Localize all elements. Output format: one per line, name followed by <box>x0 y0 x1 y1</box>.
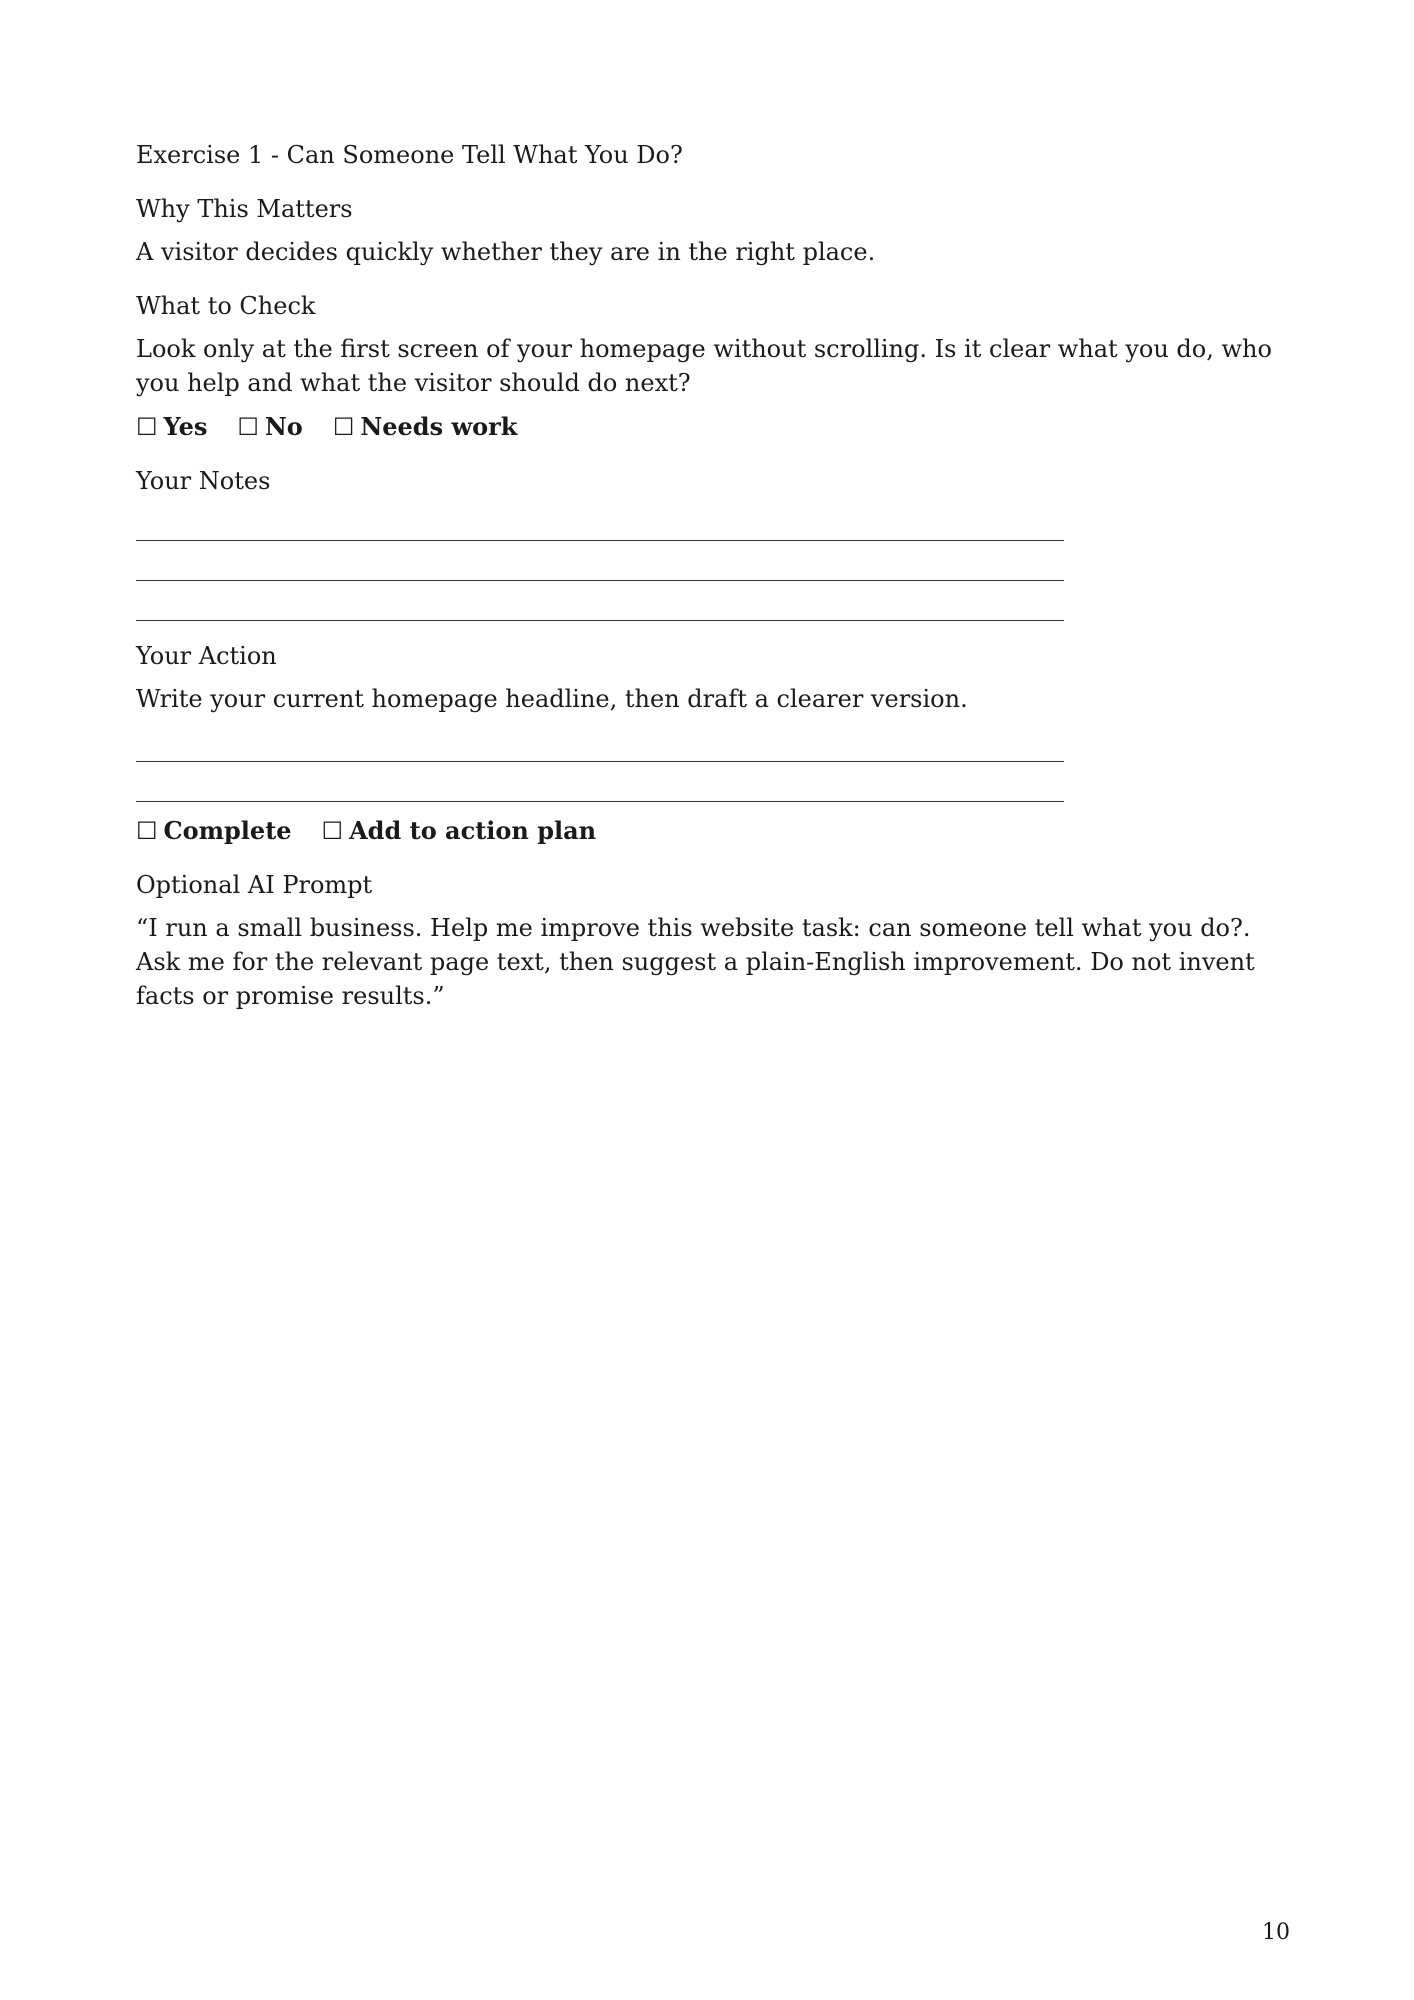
check-text: Look only at the first screen of your homepage without scrolling. Is it clear what you do, who you help and what the visitor should do next? <box>136 335 1272 397</box>
checkbox-yes-label: Yes <box>163 412 208 441</box>
notes-line-1[interactable] <box>136 498 1064 541</box>
checkbox-icon: ☐ <box>237 413 259 441</box>
action-heading: Your Action <box>136 642 277 670</box>
checkbox-add-to-action-plan-label: Add to action plan <box>349 816 597 845</box>
checkbox-needs-work-label: Needs work <box>360 412 518 441</box>
worksheet-page <box>136 138 1296 1013</box>
why-heading: Why This Matters <box>136 195 353 223</box>
checkbox-needs-work[interactable] <box>333 410 518 444</box>
why-text: A visitor decides quickly whether they are in the right place. <box>136 238 876 266</box>
exercise-title: Exercise 1 - Can Someone Tell What You Do? <box>136 141 683 169</box>
action-line-1[interactable] <box>136 716 1064 762</box>
checkbox-yes[interactable] <box>136 410 207 444</box>
checkbox-complete-label: Complete <box>163 816 292 845</box>
notes-line-3[interactable] <box>136 581 1064 621</box>
check-options <box>136 410 1296 444</box>
checkbox-add-to-action-plan[interactable] <box>322 814 597 848</box>
checkbox-icon: ☐ <box>332 413 355 441</box>
checkbox-no-label: No <box>264 412 303 441</box>
action-options <box>136 814 1296 848</box>
check-heading: What to Check <box>136 292 316 320</box>
action-line-2[interactable] <box>136 762 1064 802</box>
checkbox-icon: ☐ <box>136 413 158 441</box>
page-number: 10 <box>1262 1920 1290 1945</box>
checkbox-complete[interactable] <box>136 814 292 848</box>
ai-prompt-text: “I run a small business. Help me improve this website task: can someone tell what you do?. Ask me for the relevant page text, then suggest a plain-English improvement. Do not invent facts or promise results.” <box>136 914 1255 1010</box>
notes-heading: Your Notes <box>136 467 271 495</box>
checkbox-icon: ☐ <box>321 817 344 845</box>
action-text: Write your current homepage headline, then draft a clearer version. <box>136 685 968 713</box>
ai-prompt-heading: Optional AI Prompt <box>136 871 373 899</box>
checkbox-icon: ☐ <box>136 817 158 845</box>
checkbox-no[interactable] <box>237 410 302 444</box>
notes-line-2[interactable] <box>136 541 1064 581</box>
